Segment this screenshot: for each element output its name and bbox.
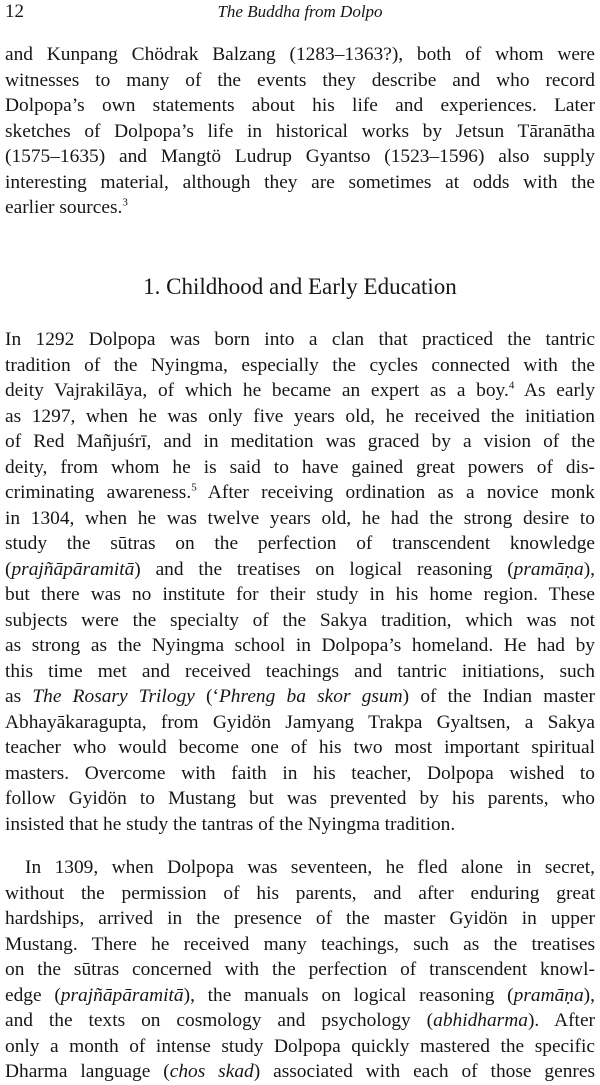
running-title: The Buddha from Dolpo [217, 2, 383, 21]
sanskrit-term: pramāṇa [513, 558, 584, 580]
sanskrit-term: prajñāpāramitā [60, 984, 184, 1006]
text-run: ) associated with each of those genres [253, 1061, 595, 1082]
text-run: As early [524, 380, 596, 401]
text-line: deity, from whom he is said to have gained great powers of dis- [5, 456, 595, 478]
text-line [5, 480, 595, 506]
text-line: and Kunpang Chödrak Balzang (1283–1363?), both of whom were [5, 44, 595, 65]
text-line: as strong as the Nyingma school in Dolpopa’s homeland. He had by [5, 635, 595, 656]
text-line [5, 1059, 595, 1085]
page-header [0, 0, 600, 26]
tibetan-term: chos skad [169, 1061, 254, 1082]
paragraph-intro [5, 42, 595, 221]
text-line: interesting material, although they are sometimes at odds with the [5, 171, 595, 193]
sanskrit-term: prajñāpāramitā [11, 558, 135, 580]
footnote-ref-5[interactable]: 5 [191, 481, 197, 494]
text-line: in 1304, when he was twelve years old, he had the strong desire to [5, 507, 595, 529]
text-line: insisted that he study the tantras of the Nyingma tradition. [5, 813, 456, 835]
text-line: sketches of Dolpopa’s life in historical works by Jetsun Tāranātha [5, 120, 595, 142]
text-line: but there was no institute for their study in his home region. These [5, 584, 595, 605]
text-line: as 1297, when he was only five years old, he received the initiation [5, 405, 595, 427]
text-run: Dharma language ( [5, 1061, 170, 1082]
text-line [5, 983, 595, 1009]
text-line: without the permission of his parents, and after enduring great [5, 882, 595, 904]
text-run: ) of the Indian master [402, 686, 595, 707]
text-line: study the sūtras on the perfection of transcendent knowledge [5, 533, 595, 554]
text-run: edge ( [5, 984, 61, 1006]
book-title: The Rosary Trilogy [32, 686, 195, 707]
text-line: Dolpopa’s own statements about his life and experiences. Later [5, 95, 595, 116]
text-line: Abhayākaragupta, from Gyidön Jamyang Trakpa Gyaltsen, a Sakya [5, 711, 595, 733]
text-run: ), the manuals on logical reasoning ( [183, 984, 514, 1006]
text-run: ), [583, 984, 595, 1006]
text-line: subjects were the specialty of the Sakya tradition, which was not [5, 609, 595, 631]
text-line: Mustang. There he received many teachings, such as the treatises [5, 933, 595, 955]
text-line [5, 1008, 595, 1034]
text-line [5, 557, 595, 583]
text-line: tradition of the Nyingma, especially the cycles connected with the [5, 354, 595, 376]
text-run: ). After [527, 1010, 596, 1031]
text-line: hardships, arrived in the presence of the master Gyidön in upper [5, 908, 595, 929]
paragraph-flight [5, 855, 595, 1085]
text-run: ) and the treatises on logical reasoning ( [134, 558, 514, 580]
page-number: 12 [5, 1, 24, 22]
footnote-ref-3[interactable]: 3 [122, 196, 128, 209]
sanskrit-term: pramāṇa [513, 984, 584, 1006]
text-line: this time met and received teachings and tantric initiations, such [5, 660, 595, 682]
text-run: earlier sources. [5, 197, 123, 218]
text-line [5, 378, 595, 404]
sanskrit-term: abhidharma [433, 1010, 528, 1031]
text-line: of Red Mañjuśrī, and in meditation was graced by a vision of the [5, 431, 595, 452]
text-line: on the sūtras concerned with the perfection of transcendent knowl- [5, 959, 595, 980]
footnote-ref-4[interactable]: 4 [508, 379, 515, 392]
text-line: witnesses to many of the events they describe and who record [5, 69, 595, 91]
text-run: ), [583, 558, 595, 580]
text-run: (‘ [194, 686, 219, 707]
text-line: follow Gyidön to Mustang but was prevented by his parents, who [5, 788, 595, 809]
text-line: In 1309, when Dolpopa was seventeen, he fled alone in secret, [25, 857, 595, 878]
text-line [5, 195, 595, 221]
text-run: After receiving ordination as a novice monk [207, 482, 595, 503]
tibetan-title: Phreng ba skor gsum [218, 686, 403, 707]
text-run: and the texts on cosmology and psychology ( [5, 1010, 434, 1031]
text-run: as [5, 686, 33, 707]
section-heading: 1. Childhood and Early Education [143, 274, 457, 299]
text-line: In 1292 Dolpopa was born into a clan that practiced the tantric [5, 329, 595, 350]
text-run: criminating awareness. [5, 482, 192, 503]
text-line: only a month of intense study Dolpopa quickly mastered the specific [5, 1035, 595, 1057]
text-line: (1575–1635) and Mangtö Ludrup Gyantso (1523–1596) also supply [5, 146, 595, 167]
text-run: ( [5, 558, 12, 580]
paragraph-childhood [5, 327, 595, 837]
text-line: masters. Overcome with faith in his teacher, Dolpopa wished to [5, 762, 595, 784]
text-run: deity Vajrakilāya, of which he became an expert as a boy. [5, 380, 509, 401]
text-line: teacher who would become one of his two most important spiritual [5, 737, 595, 758]
text-line [5, 684, 595, 710]
